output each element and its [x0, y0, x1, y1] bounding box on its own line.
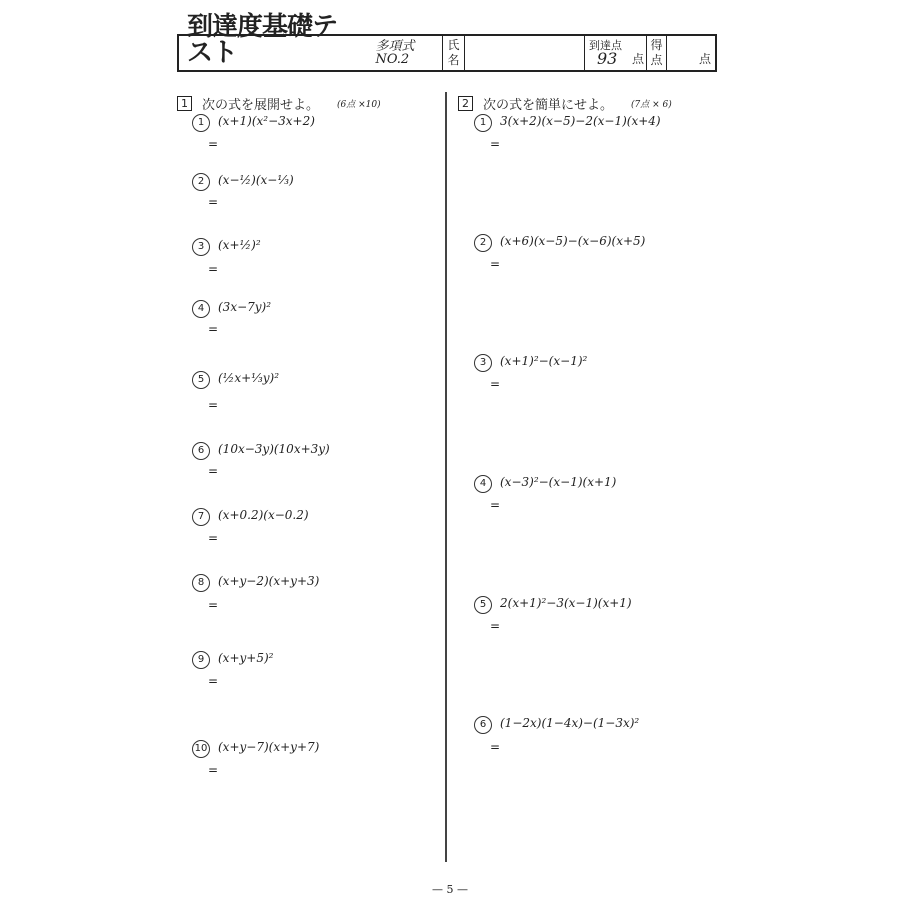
s1-problem-4 — [192, 300, 271, 318]
problem-expression: (1−2x)(1−4x)−(1−3x)² — [500, 716, 640, 730]
problem-number: 5 — [474, 596, 492, 614]
score-unit: 点 — [698, 52, 711, 66]
s1-answer-1[interactable]: = — [208, 137, 219, 151]
s2-answer-1[interactable]: = — [490, 137, 501, 151]
s2-problem-3 — [474, 354, 587, 372]
s1-problem-9 — [192, 651, 273, 669]
s1-problem-10 — [192, 740, 319, 758]
problem-number: 10 — [192, 740, 210, 758]
section1-number: 1 — [177, 96, 192, 111]
page-number: — 5 — — [432, 883, 468, 896]
score-label — [647, 36, 667, 70]
s1-answer-7[interactable]: = — [208, 531, 219, 545]
column-divider — [445, 92, 447, 862]
name-label-char-1: 氏 — [447, 38, 460, 52]
s1-problem-8 — [192, 574, 319, 592]
s2-problem-5 — [474, 596, 632, 614]
score-field[interactable] — [667, 36, 715, 70]
problem-expression: (½x+⅓y)² — [218, 371, 280, 385]
problem-expression: (x+0.2)(x−0.2) — [218, 508, 309, 522]
s2-answer-5[interactable]: = — [490, 619, 501, 633]
s1-answer-3[interactable]: = — [208, 262, 219, 276]
problem-expression: (x+1)(x²−3x+2) — [218, 114, 315, 128]
problem-expression: (10x−3y)(10x+3y) — [218, 442, 330, 456]
section2-number: 2 — [458, 96, 473, 111]
problem-number: 4 — [192, 300, 210, 318]
problem-number: 6 — [474, 716, 492, 734]
test-subtitle: 多項式 NO.2 — [375, 39, 415, 67]
s2-answer-6[interactable]: = — [490, 740, 501, 754]
problem-expression: (x+y+5)² — [218, 651, 274, 665]
problem-number: 8 — [192, 574, 210, 592]
s1-answer-4[interactable]: = — [208, 322, 219, 336]
name-label — [443, 36, 465, 70]
score-label-char-2: 点 — [650, 53, 663, 67]
problem-expression: (x−½)(x−⅓) — [218, 173, 294, 187]
problem-number: 3 — [192, 238, 210, 256]
problem-expression: 2(x+1)²−3(x−1)(x+1) — [500, 596, 632, 610]
target-value: 93 — [597, 49, 618, 68]
s1-answer-10[interactable]: = — [208, 763, 219, 777]
problem-number: 1 — [192, 114, 210, 132]
problem-expression: (3x−7y)² — [218, 300, 272, 314]
problem-number: 5 — [192, 371, 210, 389]
s1-answer-8[interactable]: = — [208, 598, 219, 612]
s2-answer-2[interactable]: = — [490, 257, 501, 271]
section2-instruction: 次の式を簡単にせよ。 — [483, 98, 614, 113]
score-label-char-1: 得 — [650, 38, 663, 52]
s2-problem-1 — [474, 114, 661, 132]
name-label-char-2: 名 — [447, 53, 460, 67]
problem-expression: (x+½)² — [218, 238, 261, 252]
s2-problem-4 — [474, 475, 616, 493]
s1-problem-3 — [192, 238, 261, 256]
problem-number: 1 — [474, 114, 492, 132]
s2-answer-4[interactable]: = — [490, 498, 501, 512]
target-label: 到達点 — [589, 39, 622, 52]
problem-number: 4 — [474, 475, 492, 493]
problem-expression: (x+1)²−(x−1)² — [500, 354, 588, 368]
s1-answer-9[interactable]: = — [208, 674, 219, 688]
name-field[interactable] — [465, 36, 585, 70]
problem-expression: (x+y−7)(x+y+7) — [218, 740, 320, 754]
problem-expression: 3(x+2)(x−5)−2(x−1)(x+4) — [500, 114, 661, 128]
title-cell — [179, 12, 443, 70]
section2-heading — [458, 94, 672, 113]
section1-instruction: 次の式を展開せよ。 — [202, 98, 320, 113]
s1-problem-6 — [192, 442, 330, 460]
s2-answer-3[interactable]: = — [490, 377, 501, 391]
s1-answer-5[interactable]: = — [208, 398, 219, 412]
problem-expression: (x+6)(x−5)−(x−6)(x+5) — [500, 234, 646, 248]
problem-number: 3 — [474, 354, 492, 372]
problem-number: 7 — [192, 508, 210, 526]
problem-number: 9 — [192, 651, 210, 669]
problem-expression: (x−3)²−(x−1)(x+1) — [500, 475, 617, 489]
problem-number: 6 — [192, 442, 210, 460]
header-table — [177, 12, 717, 72]
s2-problem-2 — [474, 234, 645, 252]
section2-points: (7点 × 6) — [631, 100, 672, 110]
problem-number: 2 — [192, 173, 210, 191]
problem-number: 2 — [474, 234, 492, 252]
problem-expression: (x+y−2)(x+y+3) — [218, 574, 320, 588]
s1-problem-5 — [192, 371, 279, 389]
s1-problem-1 — [192, 114, 315, 132]
section1-points: (6点 ×10) — [337, 100, 381, 110]
s1-answer-6[interactable]: = — [208, 464, 219, 478]
s1-answer-2[interactable]: = — [208, 195, 219, 209]
s1-problem-2 — [192, 173, 294, 191]
s1-problem-7 — [192, 508, 309, 526]
target-score-cell — [585, 36, 647, 70]
section1-heading — [177, 94, 381, 113]
target-unit: 点 — [631, 52, 644, 66]
s2-problem-6 — [474, 716, 639, 734]
test-title: 到達度基礎テスト — [187, 12, 338, 68]
